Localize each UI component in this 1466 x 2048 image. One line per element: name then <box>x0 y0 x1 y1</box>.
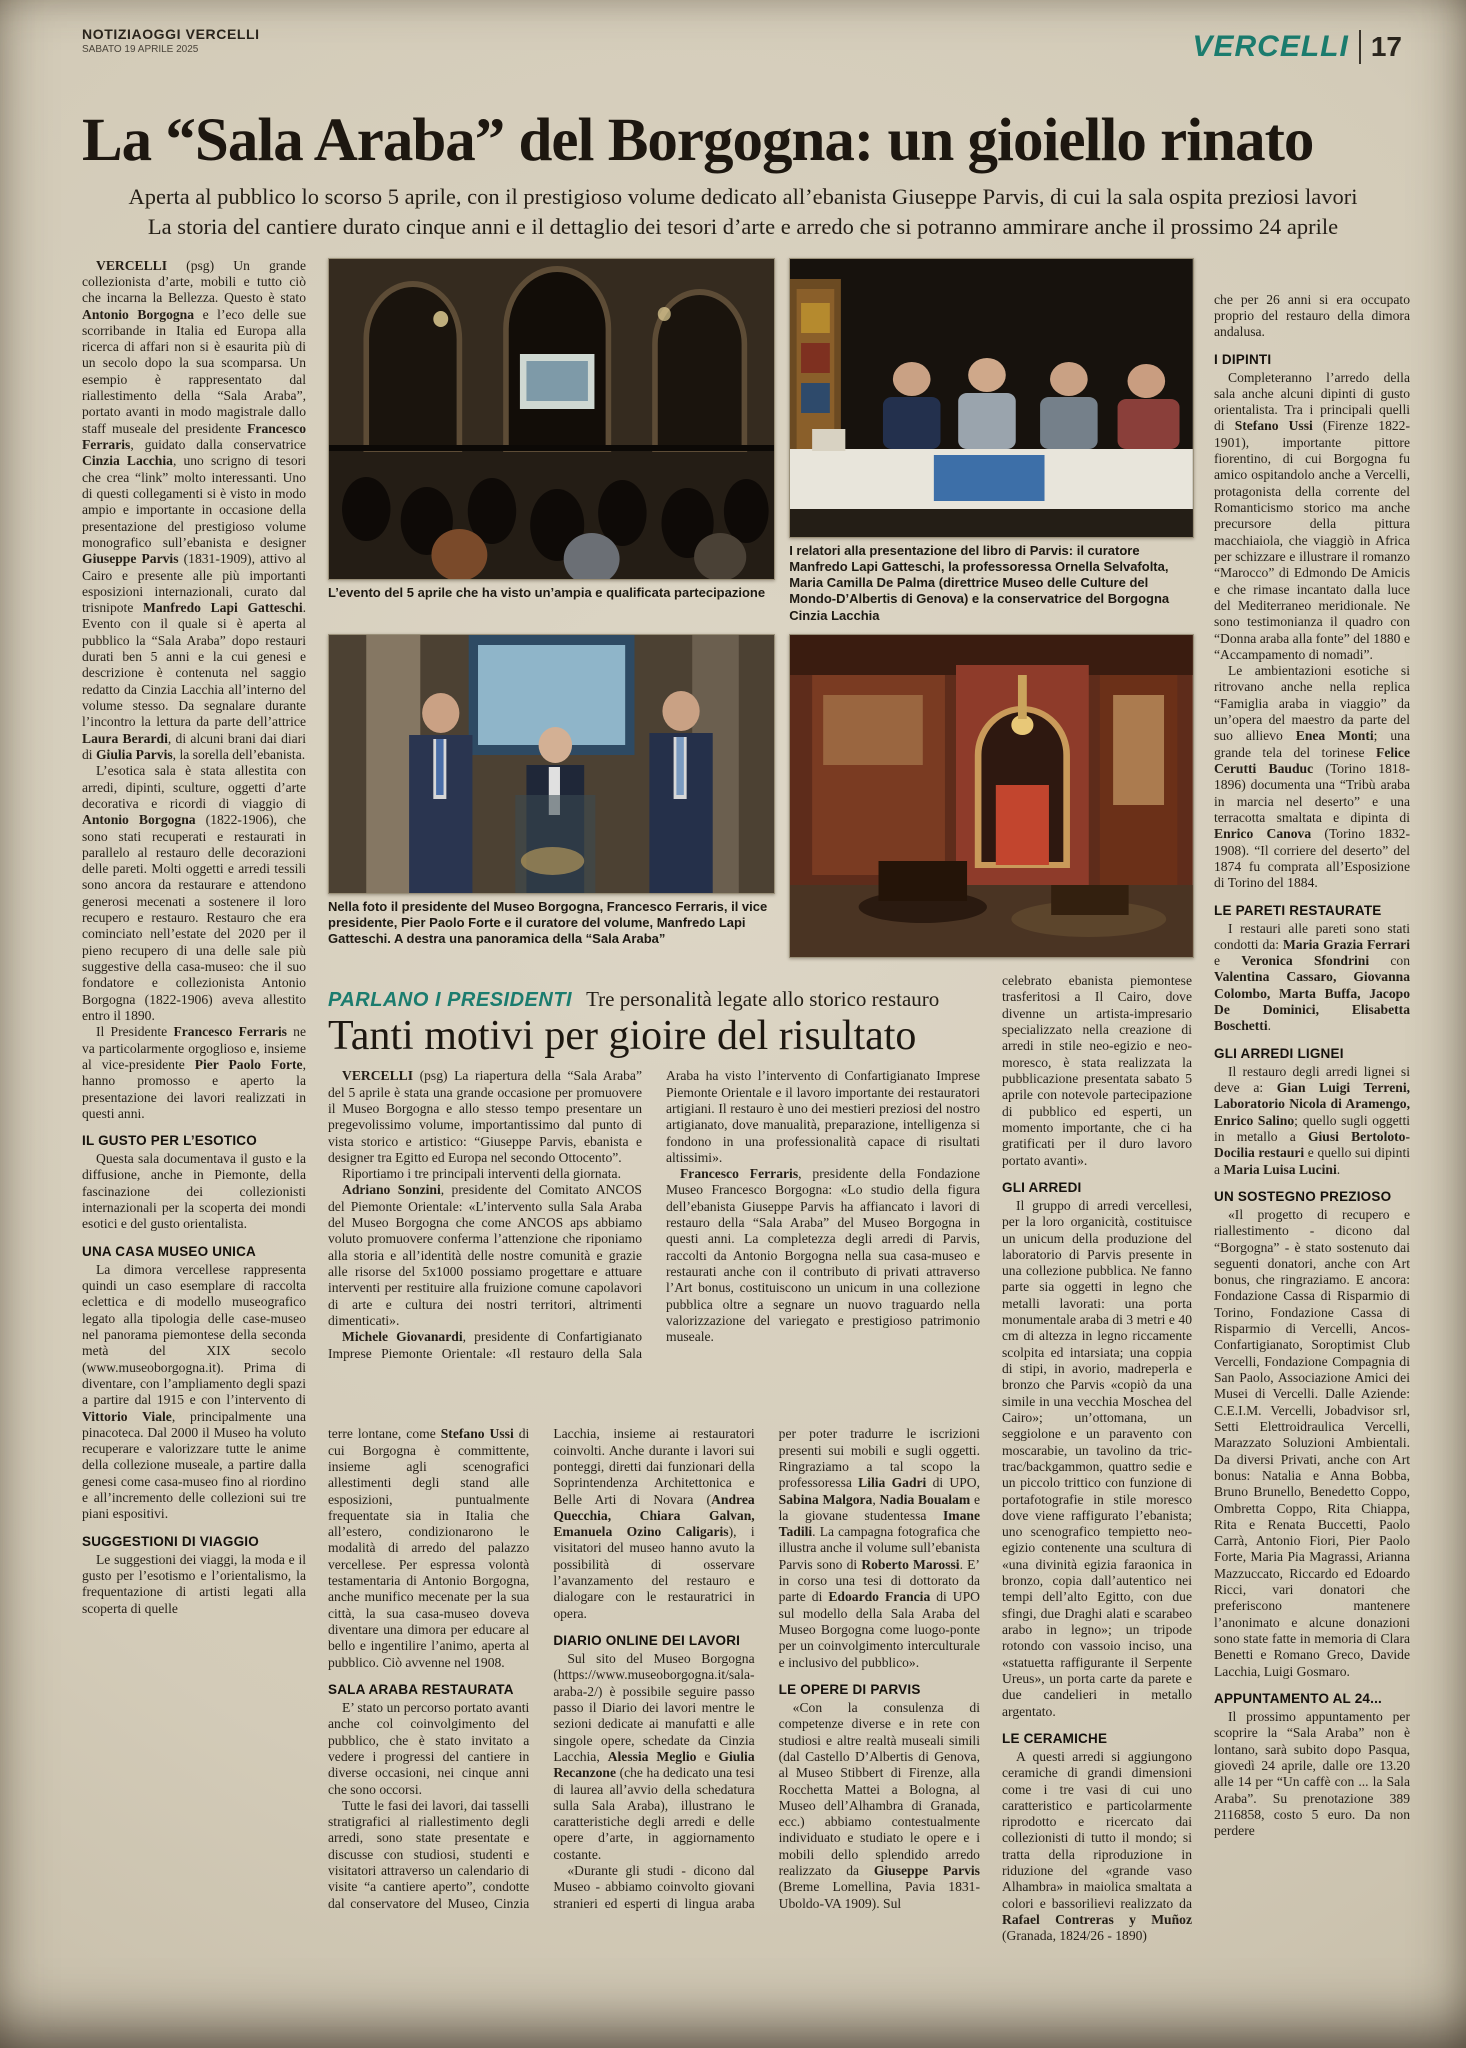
column-subhead: UN SOSTEGNO PREZIOSO <box>1214 1188 1392 1204</box>
article-paragraph: «Durante gli studi - dicono dal Museo - abbiamo coinvolto giovani stranieri ed esperti di lingua araba per poter tradurre le iscrizioni presenti sui mobili e sugli oggetti. Ringraziamo a tal scopo la professoressa Lilia Gadri di UPO, Sabina Malgora, Nadia Boualam e la giovane studentessa Imane Tadili. La campagna fotografica che illustra anche il volume sull’ebanista Parvis sono di Roberto Marossi. E’ in corso una tesi di dottorato da parte di Edoardo Francia di UPO sul modello della Sala Araba del Museo Borgogna come luogo-ponte per un coinvolgimento interculturale e inclusivo del pubblico». <box>553 1426 980 1911</box>
newspaper-brand: NOTIZIAOGGI VERCELLI <box>82 26 260 42</box>
photo-caption-event: L’evento del 5 aprile che ha visto un’ampia e qualificata partecipazione <box>328 584 766 600</box>
edition-date: SABATO 19 APRILE 2025 <box>82 44 199 55</box>
right-article-column <box>1214 258 1410 2048</box>
left-article-column <box>82 258 306 2048</box>
deck <box>0 172 1466 241</box>
column-subhead: DIARIO ONLINE DEI LAVORI <box>553 1633 741 1649</box>
column-subhead: GLI ARREDI <box>1002 1179 1082 1195</box>
article-paragraph: Il restauro degli arredi lignei si deve a: Gian Luigi Terreni, Laboratorio Nicola di Aramengo, Enrico Salino; quello sugli oggetti in metallo a Giusi Bertoloto-Docilia restauri e quello sui dipinti a Maria Luisa Lucini. <box>1214 1063 1410 1177</box>
deck-line-1: Aperta al pubblico lo scorso 5 aprile, con il prestigioso volume dedicato all’ebanista Giuseppe Parvis, di cui la sala ospita preziosi lavori <box>128 184 1358 210</box>
speakers-table-photo <box>789 258 1194 538</box>
main-headline: La “Sala Araba” del Borgogna: un gioiello rinato <box>82 107 1314 174</box>
lower-middle-text <box>328 1426 980 2048</box>
article-paragraph: Francesco Ferraris, presidente della Fondazione Museo Francesco Borgogna: «Lo studio della figura dell’ebanista Giuseppe Parvis ha affiancato i lavori di restauro della “Sala Araba” del Museo Borgogna in questi anni. La completezza degli arredi di Parvis, raccolti da Antonio Borgogna nella sua casa-museo e restaurati anche con il contributo di privati attraverso l’Art bonus, costituiscono un unicum in una collezione pubblica oltre a segnare un nuovo traguardo nella valorizzazione del variegato e prestigioso patrimonio museale. <box>666 1166 980 1345</box>
photo-cell-speakers <box>789 258 1192 624</box>
article-paragraph: Tutte le fasi dei lavori, dai tasselli stratigrafici al riallestimento degli arredi, sono state presentate e discusse con studiosi, studenti e visitatori attraverso un calendario di visite “a cantiere aperto”, condotte dal conservatore del Museo, Cinzia Lacchia, insieme ai restauratori coinvolti. Anche durante i lavori sui ponteggi, diretti dai funzionari della Soprintendenza Architettonica e Belle Arti di Novara (Andrea Quecchia, Chiara Galvan, Emanuela Ozino Caligaris), i visitatori del museo hanno avuto la possibilità di osservare l’avanzamento del restauro e dialogare con le restauratrici in opera. <box>328 1426 755 1911</box>
article-paragraph: Il prossimo appuntamento per scoprire la “Sala Araba” non è lontano, sarà subito dopo Pasqua, giovedì 24 aprile, dalle ore 13.20 alle 14 per “Un caffè con ... la Sala Araba”. Su prenotazione 389 2116858, costo 5 euro. Da non perdere <box>1214 1708 1410 1839</box>
article-paragraph: Adriano Sonzini, presidente del Comitato ANCOS del Piemonte Orientale: «L’intervento sulla Sala Araba del Museo Borgogna che come ANCOS aps abbiamo voluto promuovere conferma l’attenzione che riponiamo alla storia e all’identità delle nostre comunità e grazie alle risorse del 5x1000 possiamo progettare e attuare interventi per restituire alla fruizione comune capolavori di arte e cultura dei nostri territori, altrimenti dimenticati». <box>328 1182 642 1328</box>
event-audience-photo <box>328 258 775 580</box>
article-paragraph: Il gruppo di arredi vercellesi, per la loro organicità, costituisce un unicum della produzione del laboratorio di Parvis presente in una collezione pubblica. Ne fanno parte sia oggetti in legno che metalli lavorati: una porta monumentale araba di 3 metri e 40 cm di altezza in legno riccamente scolpita ed intarsiata; una coppia di stipi, in avorio, madreperla e bronzo che Parvis «copiò da una simile in una vecchia Moschea del Cairo»; un’ottomana, un seggiolone e un paravento con moscarabie, un tavolino da tric-trac/backgammon, quattro sedie e un piccolo trittico con funzione di portafotografie in stile moresco dove viene raffigurato l’ebanista; uno scenografico tempietto neo-egizio contenente una scultura di «una divinità egizia faraonica in bronzo, copia dall’autentico nei tempi dell’alto Egitto, con due sfingi, due Draghi alati e scarabeo arabo in legno»; un tripode rotondo con vassoio inciso, una «statuetta raffigurante il Serpente Ureus», un porta carte da parete e due candelieri in metallo argentato. <box>1002 1197 1192 1719</box>
article-paragraph: che per 26 anni si era occupato proprio del restauro della dimora andalusa. <box>1214 291 1410 340</box>
article-paragraph: Sul sito del Museo Borgogna (https://www.museoborgogna.it/sala-araba-2/) è possibile seguire passo passo il Diario dei lavori mentre le sezioni dedicate ai manufatti e alle singole opere, schedate da Cinzia Lacchia, Alessia Meglio e Giulia Recanzone (che ha dedicato una tesi di laurea all’avvio della schedatura sulla Sala Araba), illustrano le caratteristiche degli arredi e delle opere d’arte, in aggiornamento costante. <box>553 1651 755 1862</box>
article-paragraph: Michele Giovanardi, presidente di Confartigianato Imprese Piemonte Orientale: «Il restauro della Sala Araba ha visto l’intervento di Confartigianato Imprese Piemonte Orientale e il lavoro importante dei restauratori artigiani. Il restauro è uno dei mestieri preziosi del nostro artigianato, dove manualità, preparazione, intelligenza si fondono in una professionalità capace di risultati altissimi». <box>328 1068 980 1361</box>
article-paragraph: celebrato ebanista piemontese trasferitosi a Il Cairo, dove divenne un artista-impresario specializzato nella creazione di arredi in stile neo-egizio e neo-moresco, è stata realizzata la pubblicazione presentata sabato 5 aprile con notevole partecipazione di pubblico ed esperti, un momento importante, che ci ha gratificati per il duro lavoro portato avanti». <box>1002 973 1192 1168</box>
parlano-text <box>328 1068 980 1420</box>
article-paragraph: Completeranno l’arredo della sala anche alcuni dipinti di gusto orientalista. Tra i principali quelli di Stefano Ussi (Firenze 1822-1901), importante pittore fiorentino, di cui Borgogna fu amico ospitandolo anche a Vercelli, protagonista della corrente del Romanticismo storico ma anche precursore della pittura macchiaiola, che viaggiò in Africa per schizzare e illustrare il romanzo “Marocco” di Edmondo De Amicis e che rimase incantato dalla luce del Mediterraneo meridionale. Ne sono testimonianza il quadro con “Donna araba alla fonte” del 1880 e “Accampamento di nomadi”. <box>1214 369 1410 662</box>
column-subhead: UNA CASA MUSEO UNICA <box>82 1243 257 1259</box>
deck-line-2: La storia del cantiere durato cinque anni e il dettaglio dei tesori d’arte e arredo che si potranno ammirare anche il prossimo 24 aprile <box>147 213 1339 239</box>
masthead <box>0 0 1466 88</box>
column-subhead: LE OPERE DI PARVIS <box>778 1681 921 1697</box>
article-paragraph: Le suggestioni dei viaggi, la moda e il gusto per l’esotismo e l’orientalismo, la frequentazione di artisti legati alla scoperta di quelle <box>82 1551 306 1616</box>
article-paragraph: Le ambientazioni esotiche si ritrovano anche nella replica “Famiglia araba in viaggio” da un’opera del maestro da parte del suo allievo Enea Monti; una grande tela del torinese Felice Cerutti Bauduc (Torino 1818-1896) documenta una “Tribù araba in marcia nel deserto” e una terracotta smaltata e dipinta di Enrico Canova (Torino 1832-1908). “Il corriere del deserto” del 1874 fu comprata all’Esposizione di Torino del 1884. <box>1214 663 1410 891</box>
column-subhead: GLI ARREDI LIGNEI <box>1214 1045 1344 1061</box>
article-paragraph: L’esotica sala è stata allestita con arredi, dipinti, sculture, oggetti d’arte decorativa e ricordi di viaggio di Antonio Borgogna (1822-1906), che sono stati recuperati e restaurati in parallelo al restauro delle decorazioni delle pareti. Molti oggetti e arredi tessili sono ancora da restaurare e attendono generosi mecenati a sostenere il loro recupero e restauro. Restauro che era cominciato nell’estate del 2020 per il pieno recupero di una delle sale più suggestive della casa-museo: che il suo fondatore e collezionista Antonio Borgogna (1822-1906) aveva allestito entro il 1890. <box>82 763 306 1023</box>
page-body <box>0 242 1466 2048</box>
arredi-column <box>1002 973 1192 2048</box>
photo-zone <box>328 258 1192 958</box>
article-paragraph: Il Presidente Francesco Ferraris ne va particolarmente orgoglioso e, insieme al vice-presidente Pier Paolo Forte, hanno promosso e aperto la presentazione dei lavori realizzati in questi anni. <box>82 1024 306 1121</box>
section-strap-subtitle: Tre personalità legate allo storico restauro <box>586 987 940 1012</box>
article-paragraph: terre lontane, come Stefano Ussi di cui Borgogna è committente, insieme agli scenografici allestimenti degli stand alle esposizioni, puntualmente frequentate sia in Italia che all’estero, condizionarono le modalità di arredo del palazzo vercellese. Per espressa volontà testamentaria di Antonio Borgogna, anche munifico mecenate per la sua città, la sua casa-museo doveva diventare una dimora per educare al bello e ingentilire l’animo, aperta al pubblico. Ciò avvenne nel 1908. <box>328 1426 530 1670</box>
section-strap: PARLANO I PRESIDENTI <box>328 989 573 1012</box>
column-subhead: LE PARETI RESTAURATE <box>1214 902 1382 918</box>
right-column-text <box>1214 292 1410 2048</box>
page-number: 17 <box>1370 31 1402 62</box>
sala-araba-photo <box>789 634 1194 958</box>
article-paragraph: E’ stato un percorso portato avanti anche col coinvolgimento del pubblico, che è stato invitato a vedere i progressi del cantiere in diverse occasioni, nei cinque anni che sono occorsi. <box>328 1699 530 1797</box>
left-column-text <box>82 258 306 2048</box>
presidents-photo <box>328 634 775 894</box>
article-paragraph: Riportiamo i tre principali interventi della giornata. <box>342 1166 621 1182</box>
column-subhead: APPUNTAMENTO AL 24... <box>1214 1690 1382 1706</box>
arredi-column-text <box>1002 973 1192 2048</box>
column-subhead: IL GUSTO PER L’ESOTICO <box>82 1133 257 1149</box>
article-paragraph: «Il progetto di recupero e riallestimento - dicono dal “Borgogna” - è stato sostenuto dai seguenti donatori, anche con Art bonus, che ringraziamo. E ancora: Fondazione Cassa di Risparmio di Torino, Fondazione Cassa di Risparmio di Vercelli, Ancos-Confartigianato, Soroptimist Club Vercelli, Fondazione Compagnia di San Paolo, Associazione Amici dei Musei di Vercelli. Dalle Aziende: C.E.I.M. Vercelli, Jobadvisor srl, Setti Elettroidraulica Vercelli, Marazzato Soluzioni Ambientali. Da diversi Privati, anche con Art bonus: Natalia e Anna Bobba, Bruno Brunello, Benedetto Coppo, Ombretta Coppo, Rita Chiappa, Rita e Renata Buccetti, Paolo Carrà, Antonio Fiori, Pier Paolo Forte, Maria Pia Magrassi, Arianna Mazzuccato, Riccardo ed Edoardo Ricci, vari donatori che preferiscono mantenere l’anonimato e alcune donazioni sono state fatte in memoria di Clara Benetti e Romano Greco, Davide Lacchia, Luigi Gosmaro. <box>1214 1206 1410 1679</box>
photo-cell-sala-araba <box>789 634 1192 958</box>
article-paragraph: A questi arredi si aggiungono ceramiche di grandi dimensioni come i tre vasi di cui uno caratteristico e particolarmente riprodotto e ricercato dai collezionisti di tutto il mondo; si tratta della riproduzione in riduzione del «grande vaso Alhambra» in maiolica smaltata a colori e bassorilievi realizzato da Rafael Contreras y Muñoz (Granada, 1824/26 - 1890) <box>1002 1748 1192 1944</box>
article-paragraph: VERCELLI (psg) La riapertura della “Sala Araba” del 5 aprile è stata una grande occasione per promuovere il Museo Borgogna e allo stesso tempo presentare un pregevolissimo volume, importantissimo dal punto di vista storico e artistico: “Giuseppe Parvis, ebanista e designer tra Egitto ed Europa nel secondo Ottocento”. <box>328 1068 642 1165</box>
column-subhead: SALA ARABA RESTAURATA <box>328 1681 514 1697</box>
photo-caption-presidents: Nella foto il presidente del Museo Borgogna, Francesco Ferraris, il vice presidente, Pier Paolo Forte e il curatore del volume, Manfredo Lapi Gatteschi. A destra una panoramica della “Sala Araba” <box>328 898 768 947</box>
column-subhead: SUGGESTIONI DI VIAGGIO <box>82 1533 259 1549</box>
column-subhead: LE CERAMICHE <box>1002 1730 1108 1746</box>
secondary-headline: Tanti motivi per gioire del risultato <box>328 1013 917 1060</box>
article-paragraph: «Con la consulenza di competenze diverse e in rete con studiosi e altre realtà museali simili (dal Castello D’Albertis di Genova, al Museo Stibbert di Firenze, alla Rocchetta Mattei a Bologna, al Museo dell’Alhambra di Granada, ecc.) abbiamo contestualmente individuato e studiato le opere e i mobili dello splendido arredo realizzato da Giuseppe Parvis (Breme Lomellina, Pavia 1831- Uboldo-VA 1909). Sul <box>778 1699 980 1911</box>
article-paragraph: La dimora vercellese rappresenta quindi un caso esemplare di raccolta eclettica e di modello museografico legato alla tipologia delle case-museo nel panorama piemontese della seconda metà del XIX secolo (www.museoborgogna.it). Prima di diventare, con l’ampliamento degli spazi a partire dal 1915 e con l’intervento di Vittorio Viale, principalmente una pinacoteca. Dal 2000 il Museo ha voluto recuperare e valorizzare tutte le anime della collezione museale, a partire dalla genesi come casa-museo fino al riordino e all’incremento delle collezioni sui tre piani espositivi. <box>82 1261 306 1522</box>
flag-divider <box>1359 30 1361 64</box>
photo-cell-event <box>328 258 773 624</box>
photo-cell-presidents <box>328 634 773 958</box>
photo-caption-speakers: I relatori alla presentazione del libro di Parvis: il curatore Manfredo Lapi Gatteschi, la professoressa Ornella Selvafolta, Maria Camilla De Palma (direttrice Museo delle Culture del Mondo-D’Albertis di Genova) e la conservatrice del Borgogna Cinzia Lacchia <box>789 542 1170 623</box>
parlano-section <box>328 973 980 2048</box>
section-name: VERCELLI <box>1192 30 1349 63</box>
article-paragraph: Questa sala documentava il gusto e la diffusione, anche in Piemonte, della fascinazione dei collezionisti internazionali per la scoperta dei mondi esotici e del gusto orientalista. <box>82 1151 306 1232</box>
article-paragraph: VERCELLI (psg) Un grande collezionista d’arte, mobili e tutto ciò che incarna la Bellezza. Questo è stato Antonio Borgogna e l’eco delle sue scorribande in Italia ed Europa alla ricerca di affari non si è esaurita più di un secolo dopo la sua scomparsa. Un esempio è rappresentato dal riallestimento della “Sala Araba”, portato avanti in modo magistrale dallo staff museale del presidente Francesco Ferraris, guidato dalla conservatrice Cinzia Lacchia, uno scrigno di tesori che crea “link” molto interessanti. Uno di questi collegamenti si è visto in modo ampio e importante in occasione della presentazione del prestigioso volume monografico sull’ebanista e designer Giuseppe Parvis (1831-1909), attivo al Cairo e presente alle più importanti esposizioni internazionali, curato dal trisnipote Manfredo Lapi Gatteschi. Evento con il quale si è aperta al pubblico la “Sala Araba” dopo restauri durati ben 5 anni e la cui genesi e descrizione è contenuta nel saggio redatto da Cinzia Lacchia all’interno del volume stesso. Da segnalare durante l’incontro la lettura da parte dell’attrice Laura Berardi, di alcuni brani dai diari di Giulia Parvis, la sorella dell’ebanista. <box>82 257 306 762</box>
section-flag <box>1192 30 1402 64</box>
column-subhead: I DIPINTI <box>1214 351 1272 367</box>
article-paragraph: I restauri alle pareti sono stati condotti da: Maria Grazia Ferrari e Veronica Sfondrini con Valentina Cassaro, Giovanna Colombo, Marta Buffa, Jacopo De Dominici, Elisabetta Boschetti. <box>1214 920 1410 1034</box>
